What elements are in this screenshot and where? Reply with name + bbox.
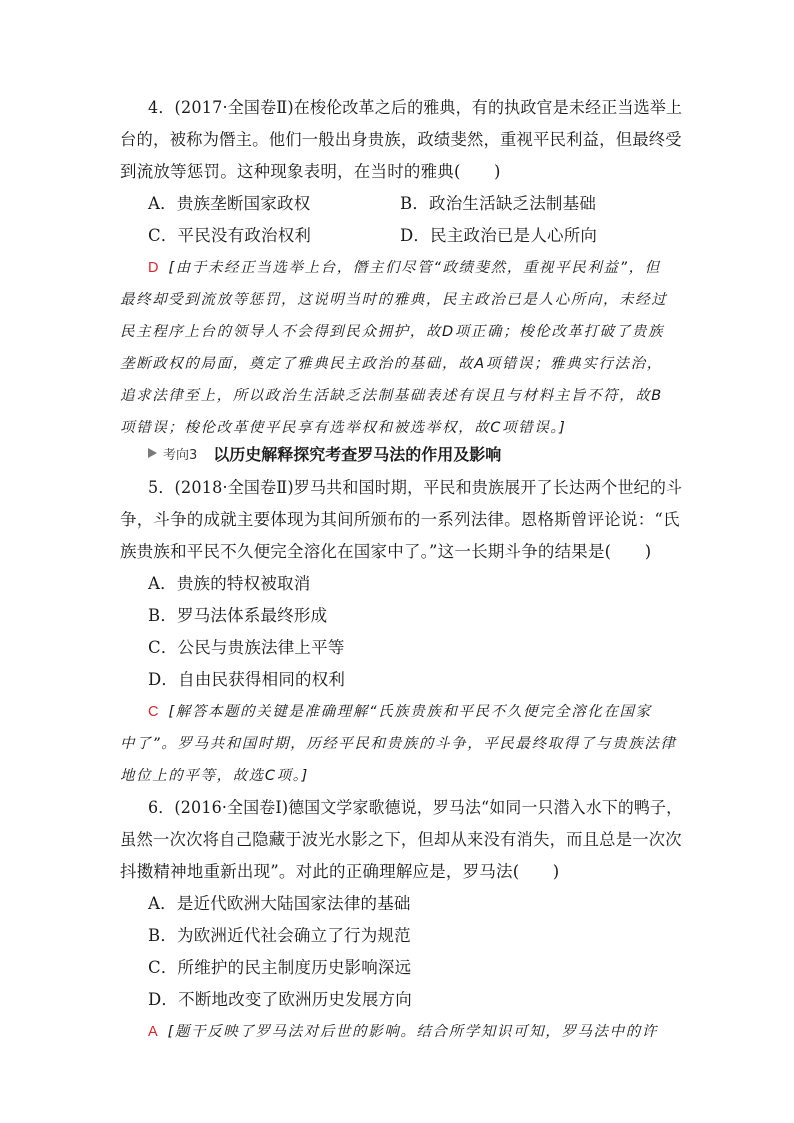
q6-explanation-text-1: [题干反映了罗马法对后世的影响。结合所学知识可知，罗马法中的许 (167, 1024, 658, 1040)
q5-option-a: A．贵族的特权被取消 (148, 574, 311, 593)
q4-option-d: D．民主政治已是人心所向 (400, 226, 598, 245)
q5-explanation-line-1 (148, 702, 652, 722)
section-title: 以历史解释探究考查罗马法的作用及影响 (213, 444, 502, 464)
q5-option-b: B．罗马法体系最终形成 (148, 606, 328, 625)
section-label: 考向3 (163, 447, 198, 463)
section-heading (148, 443, 501, 463)
q4-option-a: A．贵族垄断国家政权 (148, 194, 311, 213)
q5-stem-line-1: 5．(2018·全国卷Ⅱ)罗马共和国时期，平民和贵族展开了长达两个世纪的斗 (148, 478, 683, 497)
q4-option-b: B．政治生活缺乏法制基础 (400, 194, 597, 213)
q4-stem-line-2: 台的，被称为僭主。他们一般出身贵族，政绩斐然，重视平民利益，但最终受 (120, 130, 682, 149)
q5-option-c: C．公民与贵族法律上平等 (148, 638, 345, 657)
q5-explanation-text-1: [解答本题的关键是准确理解“氏族贵族和平民不久便完全溶化在国家 (168, 704, 652, 720)
q6-option-b: B．为欧洲近代社会确立了行为规范 (148, 926, 411, 945)
q6-explanation-line-1 (148, 1022, 658, 1042)
q5-stem-line-2: 争，斗争的成就主要体现为其间所颁布的一系列法律。恩格斯曾评论说：“氏 (120, 510, 680, 529)
q6-option-d: D．不断地改变了欧洲历史发展方向 (148, 990, 412, 1009)
q6-option-a: A．是近代欧洲大陆国家法律的基础 (148, 894, 411, 913)
q4-stem-line-3: 到流放等惩罚。这种现象表明，在当时的雅典( ) (120, 162, 501, 181)
q4-explanation-line-3: 民主程序上台的领导人不会得到民众拥护，故D项正确；梭伦改革打破了贵族 (120, 324, 665, 340)
q4-explanation-line-4: 垄断政权的局面，奠定了雅典民主政治的基础，故A项错误；雅典实行法治， (120, 356, 663, 372)
triangle-marker-icon (148, 448, 157, 458)
q5-explanation-line-3: 地位上的平等，故选C项。] (120, 768, 309, 784)
q5-answer-letter: C (148, 704, 159, 720)
q4-explanation-text-1: [由于未经正当选举上台，僭主们尽管“政绩斐然，重视平民利益”，但 (168, 260, 661, 276)
q6-stem-line-1: 6．(2016·全国卷Ⅰ)德国文学家歌德说，罗马法“如同一只潜入水下的鸭子， (148, 798, 683, 817)
q4-explanation-line-1 (148, 258, 661, 278)
q6-answer-letter: A (148, 1024, 158, 1040)
q4-explanation-line-2: 最终却受到流放等惩罚，这说明当时的雅典，民主政治已是人心所向，未经过 (120, 292, 668, 308)
q6-stem-line-2: 虽然一次次将自己隐藏于波光水影之下，但却从来没有消失，而且总是一次次 (120, 830, 682, 849)
q4-explanation-line-6: 项错误；梭伦改革使平民享有选举权和被选举权，故C项错误。] (120, 420, 567, 436)
q4-option-c: C．平民没有政治权利 (148, 226, 312, 245)
q5-explanation-line-2: 中了”。罗马共和国时期，历经平民和贵族的斗争，平民最终取得了与贵族法律 (120, 736, 677, 752)
q5-option-d: D．自由民获得相同的权利 (148, 670, 346, 689)
q4-explanation-line-5: 追求法律至上，所以政治生活缺乏法制基础表述有误且与材料主旨不符，故B (120, 388, 663, 404)
q6-option-c: C．所维护的民主制度历史影响深远 (148, 958, 412, 977)
q6-stem-line-3: 抖擞精神地重新出现”。对此的正确理解应是，罗马法( ) (120, 862, 560, 881)
q4-stem-line-1: 4．(2017·全国卷Ⅱ)在梭伦改革之后的雅典，有的执政官是未经正当选举上 (148, 98, 683, 117)
q4-answer-letter: D (148, 260, 159, 276)
q5-stem-line-3: 族贵族和平民不久便完全溶化在国家中了。”这一长期斗争的结果是( ) (120, 542, 652, 561)
